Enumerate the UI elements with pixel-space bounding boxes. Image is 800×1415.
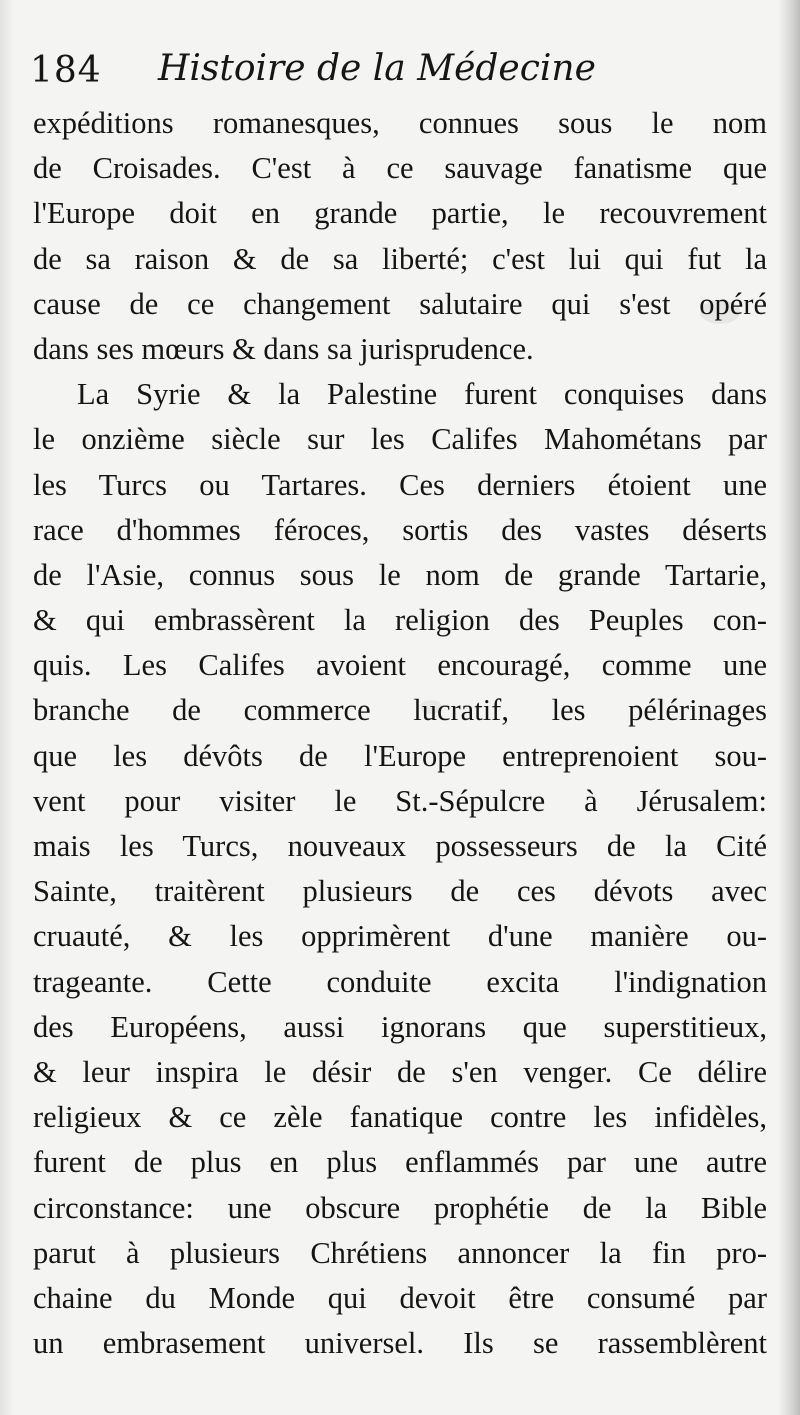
- text-line: chaine du Monde qui devoit être consumé par: [33, 1280, 767, 1315]
- page-number: 184: [30, 50, 102, 91]
- text-line: religieux & ce zèle fanatique contre les infidèles,: [33, 1100, 767, 1135]
- text-line: furent de plus en plus enflammés par une autre: [33, 1145, 767, 1180]
- page-left-edge-shadow: [0, 0, 14, 1415]
- text-line: La Syrie & la Palestine furent conquises dans: [77, 377, 767, 412]
- text-line: mais les Turcs, nouveaux possesseurs de la Cité: [33, 829, 767, 863]
- text-line: de Croisades. C'est à ce sauvage fanatisme que: [33, 151, 767, 186]
- text-line: de sa raison & de sa liberté; c'est lui qui fut la: [33, 241, 767, 276]
- text-line: les Turcs ou Tartares. Ces derniers étoient une: [33, 467, 767, 502]
- text-line: le onzième siècle sur les Califes Mahométans par: [33, 422, 767, 457]
- text-line: quis. Les Califes avoient encouragé, comme une: [33, 648, 767, 683]
- text-line: circonstance: une obscure prophétie de la Bible: [33, 1190, 767, 1225]
- text-line: & qui embrassèrent la religion des Peuples con-: [33, 603, 767, 638]
- text-line: un embrasement universel. Ils se rassemblèrent: [33, 1326, 767, 1361]
- running-title: Histoire de la Médecine: [158, 48, 596, 89]
- text-line: expéditions romanesques, connues sous le nom: [33, 106, 767, 140]
- text-line: race d'hommes féroces, sortis des vastes déserts: [33, 512, 767, 547]
- text-line: cause de ce changement salutaire qui s'est opéré: [33, 286, 767, 321]
- page-header: [30, 44, 770, 100]
- text-line: branche de commerce lucratif, les pélérinages: [33, 693, 767, 728]
- text-line: des Européens, aussi ignorans que superstitieux,: [33, 1009, 767, 1044]
- text-line: Sainte, traitèrent plusieurs de ces dévots avec: [33, 874, 767, 909]
- text-line: trageante. Cette conduite excita l'indignation: [33, 964, 767, 999]
- text-line: de l'Asie, connus sous le nom de grande Tartarie,: [33, 557, 767, 592]
- text-line: parut à plusieurs Chrétiens annoncer la fin pro-: [33, 1235, 767, 1270]
- text-line: que les dévôts de l'Europe entreprenoient sou-: [33, 738, 767, 773]
- text-line: l'Europe doit en grande partie, le recouvrement: [33, 196, 767, 231]
- text-line: cruauté, & les opprimèrent d'une manière ou-: [33, 919, 767, 954]
- page-right-edge-shadow: [778, 0, 800, 1415]
- text-line: dans ses mœurs & dans sa jurisprudence.: [33, 331, 534, 366]
- text-line: & leur inspira le désir de s'en venger. Ce délire: [33, 1054, 767, 1089]
- body-text: [33, 101, 767, 1366]
- text-line: vent pour visiter le St.-Sépulcre à Jérusalem:: [33, 783, 767, 818]
